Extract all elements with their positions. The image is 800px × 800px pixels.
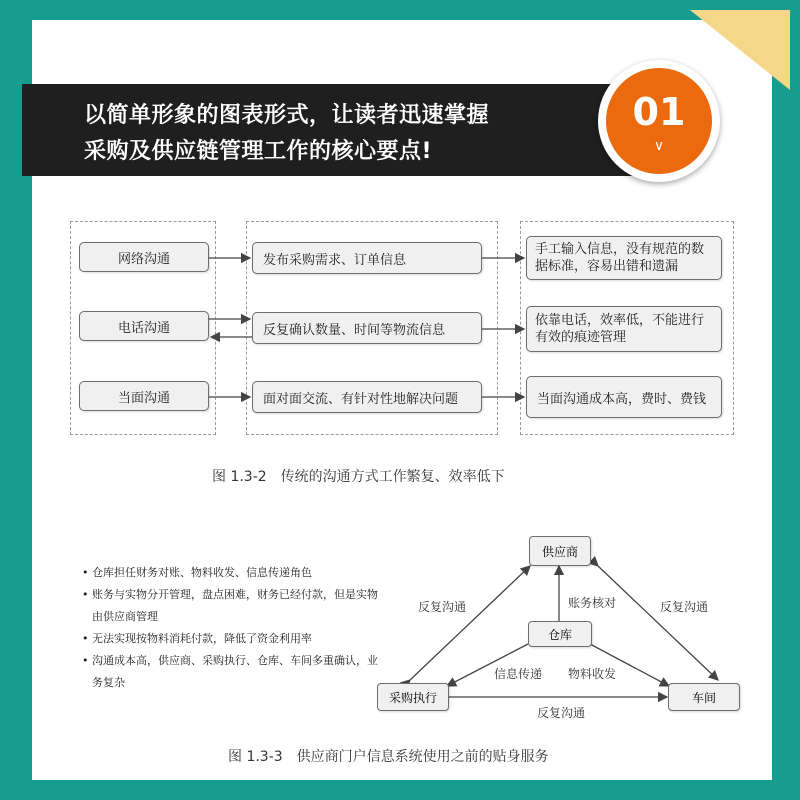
edge-label-left: 反复沟通 bbox=[418, 600, 467, 614]
result-box-phone: 依靠电话，效率低，不能进行有效的痕迹管理 bbox=[526, 306, 722, 352]
arrow-purchasing-supplier bbox=[410, 566, 530, 680]
result-box-network: 手工输入信息，没有规范的数据标准，容易出错和遗漏 bbox=[526, 236, 722, 280]
channel-box-phone: 电话沟通 bbox=[79, 311, 209, 341]
edge-label-vertical: 账务核对 bbox=[568, 596, 617, 610]
node-supplier: 供应商 bbox=[529, 536, 591, 566]
action-box-phone: 反复确认数量、时间等物流信息 bbox=[252, 312, 482, 344]
list-item: • 无法实现按物料消耗付款，降低了资金利用率 bbox=[82, 632, 312, 645]
banner-line-2: 采购及供应链管理工作的核心要点! bbox=[84, 139, 433, 164]
edge-label-material: 物料收发 bbox=[568, 667, 617, 681]
node-purchasing: 采购执行 bbox=[377, 683, 449, 711]
action-box-network: 发布采购需求、订单信息 bbox=[252, 242, 482, 274]
node-workshop: 车间 bbox=[668, 683, 740, 711]
arrow-supplier-workshop bbox=[598, 566, 718, 680]
result-box-face: 当面沟通成本高，费时、费钱 bbox=[526, 376, 722, 418]
badge-number: 01 bbox=[632, 90, 686, 134]
banner-line-1: 以简单形象的图表形式，让读者迅速掌握 bbox=[84, 103, 490, 128]
list-item: • 账务与实物分开管理，盘点困难，财务已经付款，但是实物由供应商管理 bbox=[82, 588, 378, 623]
figure2-caption: 图 1.3-3 供应商门户信息系统使用之前的贴身服务 bbox=[228, 749, 549, 765]
channel-box-face: 当面沟通 bbox=[79, 381, 209, 411]
figure1-caption: 图 1.3-2 传统的沟通方式工作繁复、效率低下 bbox=[212, 469, 505, 485]
chevron-down-icon: ∨ bbox=[653, 138, 665, 154]
list-item: • 沟通成本高，供应商、采购执行、仓库、车间多重确认，业务复杂 bbox=[82, 654, 378, 689]
node-warehouse: 仓库 bbox=[528, 621, 592, 647]
edge-label-bottom: 反复沟通 bbox=[537, 706, 586, 720]
action-box-face: 面对面交流、有针对性地解决问题 bbox=[252, 381, 482, 413]
edge-label-info: 信息传递 bbox=[494, 667, 543, 681]
channel-box-network: 网络沟通 bbox=[79, 242, 209, 272]
edge-label-right: 反复沟通 bbox=[660, 600, 709, 614]
list-item: • 仓库担任财务对账、物料收发、信息传递角色 bbox=[82, 566, 312, 579]
